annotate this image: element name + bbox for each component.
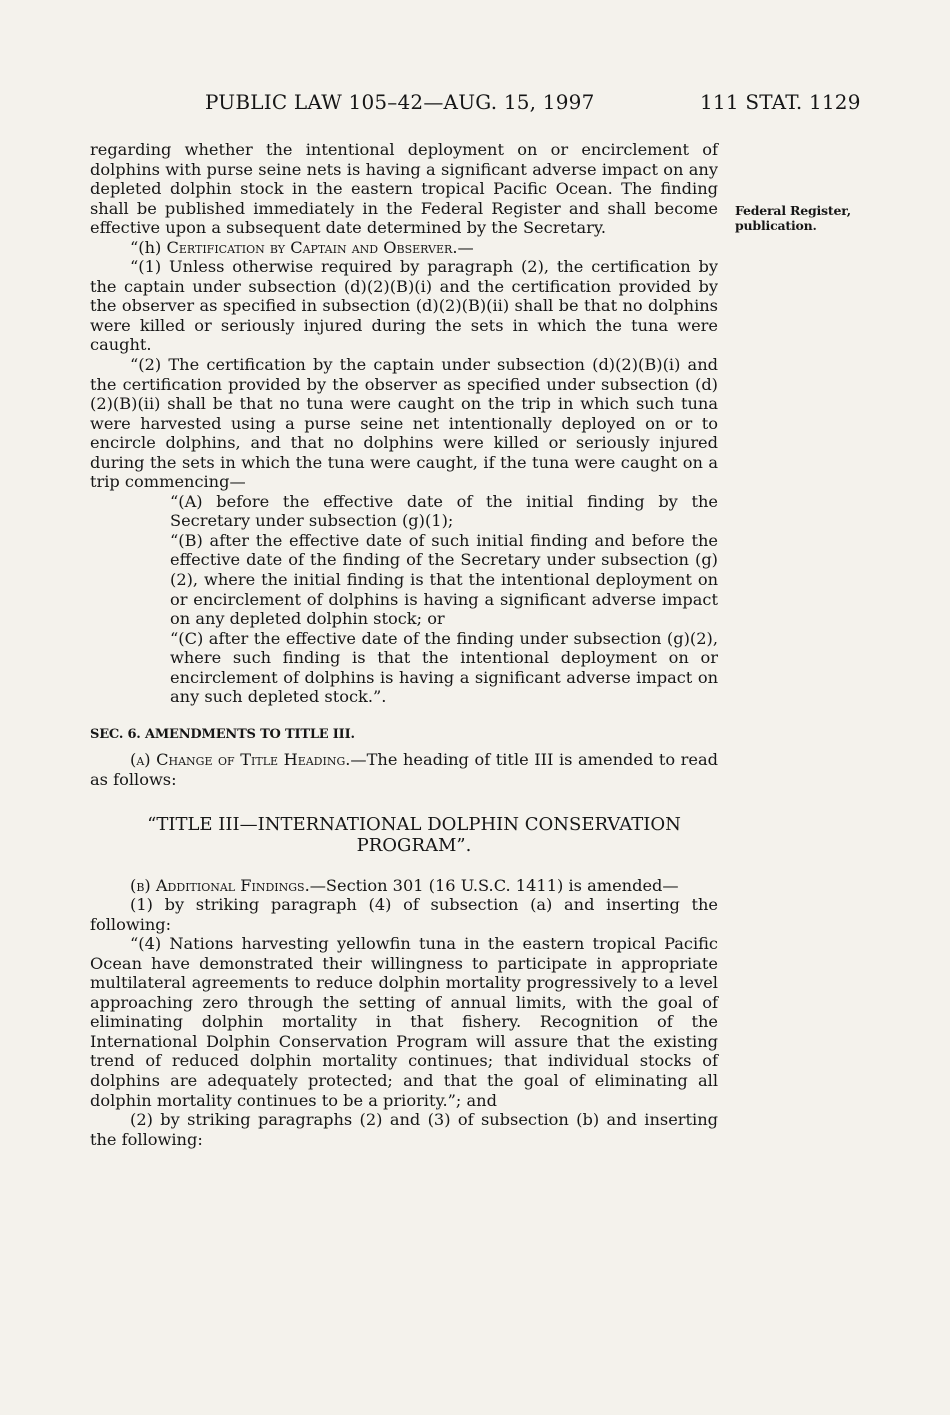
paragraph-h-2: “(2) The certification by the captain under subsection (d)(2)(B)(i) and the certification provided by the observer as specified under subsection (d)(2)(B)(ii) shall be that no tuna were caught on the trip in which such tuna were harvested using a purse seine net intentionally deployed on or to encircle dolphins, and that no dolphins were killed or seriously injured during the sets in which the tuna were caught, if the tuna were caught on a trip commencing— (90, 355, 718, 492)
subsection-a-heading: (a) Change of Title Heading.— (130, 750, 367, 770)
paragraph-b-1: (1) by striking paragraph (4) of subsection (a) and inserting the following: (90, 895, 718, 934)
subsection-b-text: Section 301 (16 U.S.C. 1411) is amended— (325, 875, 679, 895)
subparagraph-h-c: “(C) after the effective date of the finding under subsection (g)(2), where such finding is that the intentional deployment on or encirclement of dolphins is having a significant adverse impact on any such depleted stock.”. (170, 628, 718, 707)
subsection-a-text: The heading of title III is amended to read as follows: (90, 750, 718, 789)
paragraph-b-4: “(4) Nations harvesting yellowfin tuna in the eastern tropical Pacific Ocean have demonstrated their willingness to participate in appropriate multilateral agreements to reduce dolphin mortality progressively to a level approaching zero through the setting of annual limits, with the goal of eliminating dolphin mortality in that fishery. Recognition of the International Dolphin Conservation Program will assure that the existing trend of reduced dolphin mortality continues; that individual stocks of dolphins are adequately protected; and that the goal of eliminating all dolphin mortality continues to be a priority.”; and (90, 934, 718, 1110)
subsection-a (90, 750, 718, 789)
subparagraph-h-a: “(A) before the effective date of the initial finding by the Secretary under subsection (g)(1); (170, 491, 718, 531)
margin-note-line-2: publication. (735, 218, 817, 233)
stat-page-number: 111 STAT. 1129 (700, 90, 861, 114)
title-iii-heading (90, 814, 718, 856)
section-6-heading: SEC. 6. AMENDMENTS TO TITLE III. (90, 726, 355, 742)
body-text (90, 140, 718, 1149)
running-head (0, 90, 950, 116)
paragraph-b-2: (2) by striking paragraphs (2) and (3) of subsection (b) and inserting the following: (90, 1110, 718, 1149)
subsection-b (90, 876, 718, 896)
title-iii-line-1: “TITLE III—INTERNATIONAL DOLPHIN CONSERVATION (147, 813, 681, 835)
margin-note (735, 203, 875, 233)
subsection-h-prefix: “(h) (130, 237, 162, 257)
subparagraph-h-b: “(B) after the effective date of such initial finding and before the effective date of the finding of the Secretary under subsection (g)(2), where the initial finding is that the intentional deployment on or encirclement of dolphins is having a significant adverse impact on any depleted dolphin stock; or (170, 530, 718, 629)
subsection-h-heading (90, 238, 718, 258)
subsection-b-heading: (b) Additional Findings.— (130, 875, 326, 895)
subsection-h-title: Certification by Captain and Observer.— (166, 237, 474, 257)
paragraph-h-1: “(1) Unless otherwise required by paragraph (2), the certification by the captain under subsection (d)(2)(B)(i) and the certification provided by the observer as specified in subsection (d)(2)(B)(ii) shall be that no dolphins were killed or seriously injured during the sets in which the tuna were caught. (90, 257, 718, 355)
intro-paragraph: regarding whether the intentional deployment on or encirclement of dolphins with purse seine nets is having a significant adverse impact on any depleted dolphin stock in the eastern tropical Pacific Ocean. The finding shall be published immediately in the Federal Register and shall become effective upon a subsequent date determined by the Secretary. (90, 140, 718, 238)
title-iii-line-2: PROGRAM”. (356, 834, 472, 856)
margin-note-line-1: Federal Register, (735, 203, 851, 218)
law-title: PUBLIC LAW 105–42—AUG. 15, 1997 (205, 90, 595, 114)
